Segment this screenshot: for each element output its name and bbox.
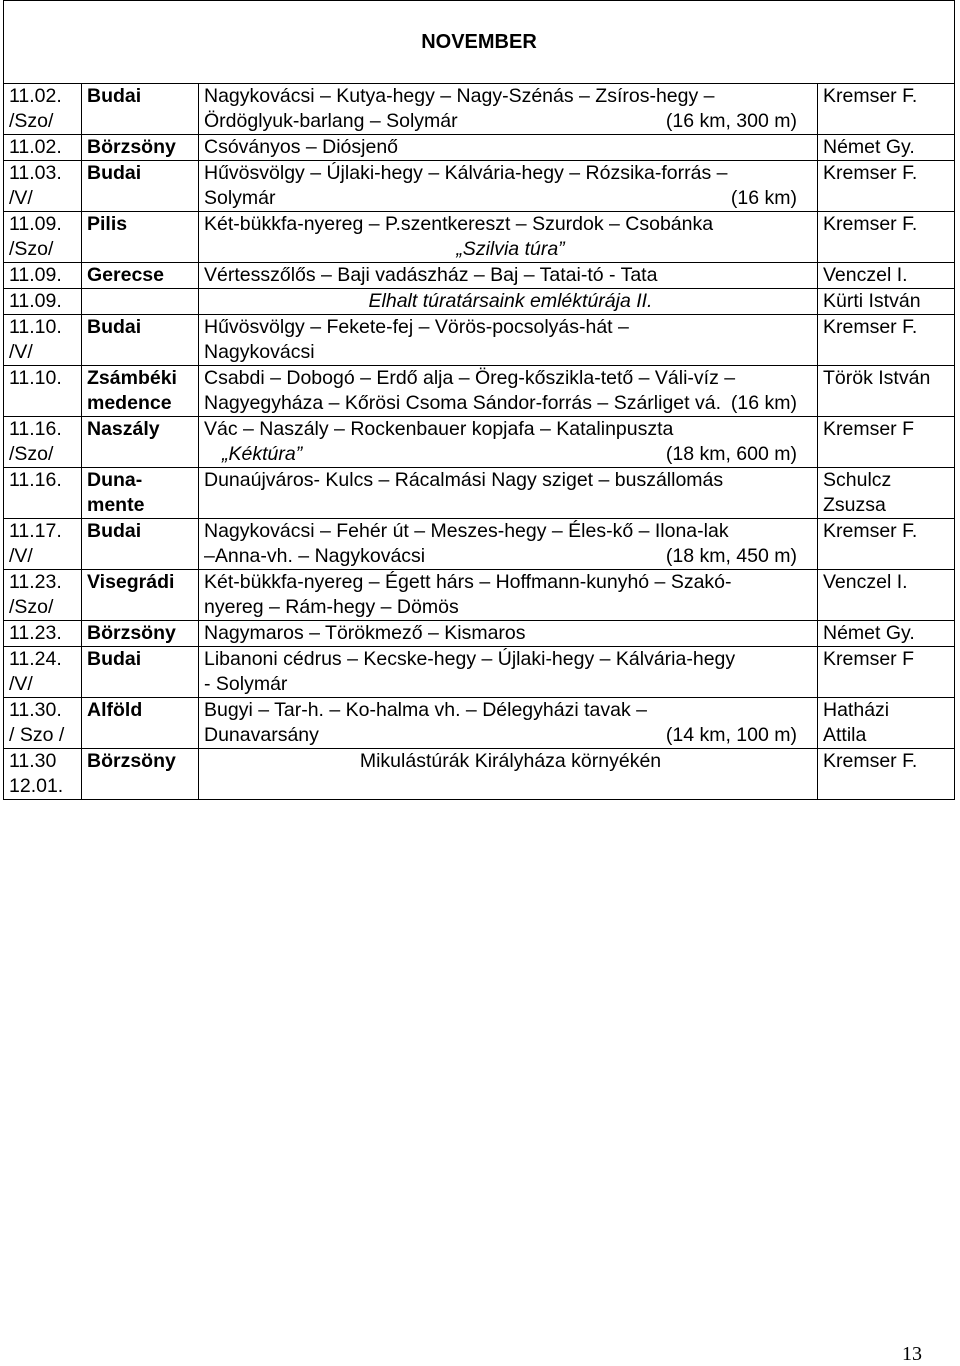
route-text: Nagykovácsi [204, 341, 315, 363]
route-text: Két-bükkfa-nyereg – Égett hárs – Hoffmann-kunyhó – Szakó- [204, 571, 732, 593]
route-cell [199, 263, 818, 289]
route-cell [199, 315, 818, 366]
table-row [4, 647, 955, 698]
leader-cell [818, 468, 955, 519]
leader-cell [818, 417, 955, 468]
route-line [204, 109, 817, 134]
date-text: 11.16. [9, 418, 62, 440]
day-text: / Szo / [9, 724, 65, 746]
route-cell [199, 621, 818, 647]
route-note: „Kéktúra” [222, 443, 303, 465]
region-text: Börzsöny [87, 750, 176, 772]
schedule-body [4, 1, 955, 800]
route-text: Csóványos – Diósjenő [204, 136, 399, 158]
route-cell [199, 212, 818, 263]
region-cell [82, 84, 199, 135]
region-text: Duna- [87, 469, 143, 491]
table-row [4, 698, 955, 749]
route-text: nyereg – Rám-hegy – Dömös [204, 596, 459, 618]
date-cell [4, 570, 82, 621]
date-text: 11.16. [9, 469, 62, 491]
leader-cell [818, 263, 955, 289]
day-text: /V/ [9, 341, 33, 363]
day-text: /V/ [9, 187, 33, 209]
date-cell [4, 417, 82, 468]
day-text: /Szo/ [9, 596, 54, 618]
table-row [4, 263, 955, 289]
region-text: Börzsöny [87, 622, 176, 644]
route-line [204, 544, 817, 569]
leader-cell [818, 84, 955, 135]
region-text: Budai [87, 316, 142, 338]
date-text: 11.09. [9, 290, 62, 312]
route-text: Mikulástúrák Királyháza környékén [359, 750, 662, 772]
region-cell [82, 519, 199, 570]
route-stats: (16 km) [730, 392, 797, 414]
date-text: 11.23. [9, 571, 62, 593]
date-cell [4, 84, 82, 135]
region-cell [82, 212, 199, 263]
date-text: 11.10. [9, 316, 62, 338]
region-cell [82, 289, 199, 315]
leader-cell [818, 570, 955, 621]
route-stats: (14 km, 100 m) [665, 724, 797, 746]
leader-name: Hatházi [823, 699, 890, 721]
table-row [4, 417, 955, 468]
route-text: Dunavarsány [204, 724, 319, 746]
route-stats: (18 km, 450 m) [665, 545, 797, 567]
leader-cell [818, 212, 955, 263]
leader-name: Német Gy. [823, 622, 915, 644]
region-text: Gerecse [87, 264, 164, 286]
route-text: Hűvösvölgy – Újlaki-hegy – Kálvária-hegy – Rózsika-forrás – [204, 162, 728, 184]
route-text: Nagyegyháza – Kőrösi Csoma Sándor-forrás – Szárliget vá. [204, 392, 721, 414]
schedule-table [3, 0, 955, 800]
table-row [4, 570, 955, 621]
date-text: 11.03. [9, 162, 62, 184]
date-cell [4, 263, 82, 289]
title-row [4, 1, 955, 84]
route-cell [199, 84, 818, 135]
leader-cell [818, 647, 955, 698]
date-cell [4, 212, 82, 263]
table-row [4, 366, 955, 417]
date-text: 11.17. [9, 520, 62, 542]
route-cell [199, 570, 818, 621]
leader-name: Kremser F. [823, 520, 918, 542]
table-row [4, 621, 955, 647]
leader-cell [818, 315, 955, 366]
region-cell [82, 698, 199, 749]
date-cell [4, 366, 82, 417]
leader-name: Német Gy. [823, 136, 915, 158]
date-text: 11.24. [9, 648, 62, 670]
route-stats: (16 km, 300 m) [665, 110, 797, 132]
route-cell [199, 468, 818, 519]
route-line [204, 186, 817, 211]
day-text: /Szo/ [9, 443, 54, 465]
leader-name: Zsuzsa [823, 494, 886, 516]
leader-name: Kremser F. [823, 162, 918, 184]
region-cell [82, 749, 199, 800]
route-cell [199, 698, 818, 749]
region-cell [82, 315, 199, 366]
table-row [4, 749, 955, 800]
route-cell [199, 289, 818, 315]
day-text: /Szo/ [9, 110, 54, 132]
region-text: Budai [87, 162, 142, 184]
route-line [204, 723, 817, 748]
leader-name: Kremser F. [823, 316, 918, 338]
day-text: /V/ [9, 673, 33, 695]
date-text: 11.23. [9, 622, 62, 644]
route-line [204, 391, 817, 416]
region-cell [82, 417, 199, 468]
leader-name: Attila [823, 724, 867, 746]
region-cell [82, 468, 199, 519]
route-cell [199, 519, 818, 570]
leader-name: Kürti István [823, 290, 921, 312]
date-cell [4, 698, 82, 749]
leader-cell [818, 749, 955, 800]
region-text: Budai [87, 520, 142, 542]
region-cell [82, 263, 199, 289]
date-cell [4, 519, 82, 570]
date-cell [4, 749, 82, 800]
route-text: Vértesszőlős – Baji vadászház – Baj – Tatai-tó - Tata [204, 264, 658, 286]
date-text: 11.09. [9, 264, 62, 286]
region-text: Budai [87, 648, 142, 670]
leader-cell [818, 519, 955, 570]
route-text: Nagykovácsi – Kutya-hegy – Nagy-Szénás – Zsíros-hegy – [204, 85, 715, 107]
route-text: Vác – Naszály – Rockenbauer kopjafa – Katalinpuszta [204, 418, 674, 440]
leader-name: Kremser F [823, 418, 915, 440]
route-text: Két-bükkfa-nyereg – P.szentkereszt – Szurdok – Csobánka [204, 213, 714, 235]
route-text: Csabdi – Dobogó – Erdő alja – Öreg-kőszikla-tető – Váli-víz – [204, 367, 736, 389]
leader-name: Venczel I. [823, 571, 908, 593]
region-cell [82, 161, 199, 212]
date-text: 11.30. [9, 699, 62, 721]
page-number: 13 [902, 1343, 922, 1365]
table-row [4, 212, 955, 263]
date-text: 11.02. [9, 136, 62, 158]
leader-name: Kremser F. [823, 213, 918, 235]
region-text: Börzsöny [87, 136, 176, 158]
leader-name: Venczel I. [823, 264, 908, 286]
route-note: „Szilvia túra” [456, 238, 565, 260]
region-cell [82, 647, 199, 698]
route-line [204, 442, 817, 467]
date-cell [4, 468, 82, 519]
region-text: Budai [87, 85, 142, 107]
leader-name: Kremser F [823, 648, 915, 670]
route-text: Dunaújváros- Kulcs – Rácalmási Nagy sziget – buszállomás [204, 469, 724, 491]
date-cell [4, 161, 82, 212]
route-text: Ördöglyuk-barlang – Solymár [204, 110, 458, 132]
page-title: NOVEMBER [4, 1, 955, 84]
day-text: 12.01. [9, 775, 64, 797]
leader-cell [818, 289, 955, 315]
route-cell [199, 366, 818, 417]
route-text: Libanoni cédrus – Kecske-hegy – Újlaki-hegy – Kálvária-hegy [204, 648, 736, 670]
route-cell [199, 647, 818, 698]
route-cell [199, 135, 818, 161]
route-text: Elhalt túratársaink emléktúrája II. [368, 290, 653, 312]
leader-cell [818, 135, 955, 161]
date-cell [4, 315, 82, 366]
route-text: Solymár [204, 187, 276, 209]
date-cell [4, 289, 82, 315]
date-text: 11.02. [9, 85, 62, 107]
leader-cell [818, 366, 955, 417]
leader-name: Kremser F. [823, 85, 918, 107]
table-row [4, 161, 955, 212]
region-text: Visegrádi [87, 571, 175, 593]
date-text: 11.09. [9, 213, 62, 235]
table-row [4, 519, 955, 570]
region-cell [82, 621, 199, 647]
region-text: Naszály [87, 418, 160, 440]
leader-name: Török István [823, 367, 931, 389]
leader-name: Kremser F. [823, 750, 918, 772]
leader-cell [818, 621, 955, 647]
table-row [4, 315, 955, 366]
route-text: –Anna-vh. – Nagykovácsi [204, 545, 426, 567]
route-text: Nagymaros – Törökmező – Kismaros [204, 622, 526, 644]
route-stats: (16 km) [730, 187, 797, 209]
leader-cell [818, 698, 955, 749]
table-row [4, 289, 955, 315]
table-row [4, 135, 955, 161]
table-row [4, 84, 955, 135]
route-cell [199, 417, 818, 468]
day-text: /V/ [9, 545, 33, 567]
region-cell [82, 135, 199, 161]
leader-name: Schulcz [823, 469, 892, 491]
date-text: 11.30 [9, 750, 57, 772]
route-stats: (18 km, 600 m) [665, 443, 797, 465]
region-cell [82, 366, 199, 417]
date-cell [4, 135, 82, 161]
leader-cell [818, 161, 955, 212]
date-cell [4, 621, 82, 647]
route-text: Hűvösvölgy – Fekete-fej – Vörös-pocsolyás-hát – [204, 316, 629, 338]
region-text: Pilis [87, 213, 128, 235]
route-text: - Solymár [204, 673, 288, 695]
date-cell [4, 647, 82, 698]
route-cell [199, 161, 818, 212]
route-text: Bugyi – Tar-h. – Ko-halma vh. – Délegyházi tavak – [204, 699, 647, 721]
table-row [4, 468, 955, 519]
region-cell [82, 570, 199, 621]
region-text: Alföld [87, 699, 143, 721]
region-text: mente [87, 494, 145, 516]
region-text: medence [87, 392, 172, 414]
region-text: Zsámbéki [87, 367, 177, 389]
date-text: 11.10. [9, 367, 62, 389]
day-text: /Szo/ [9, 238, 54, 260]
route-text: Nagykovácsi – Fehér út – Meszes-hegy – Éles-kő – Ilona-lak [204, 520, 729, 542]
route-cell [199, 749, 818, 800]
